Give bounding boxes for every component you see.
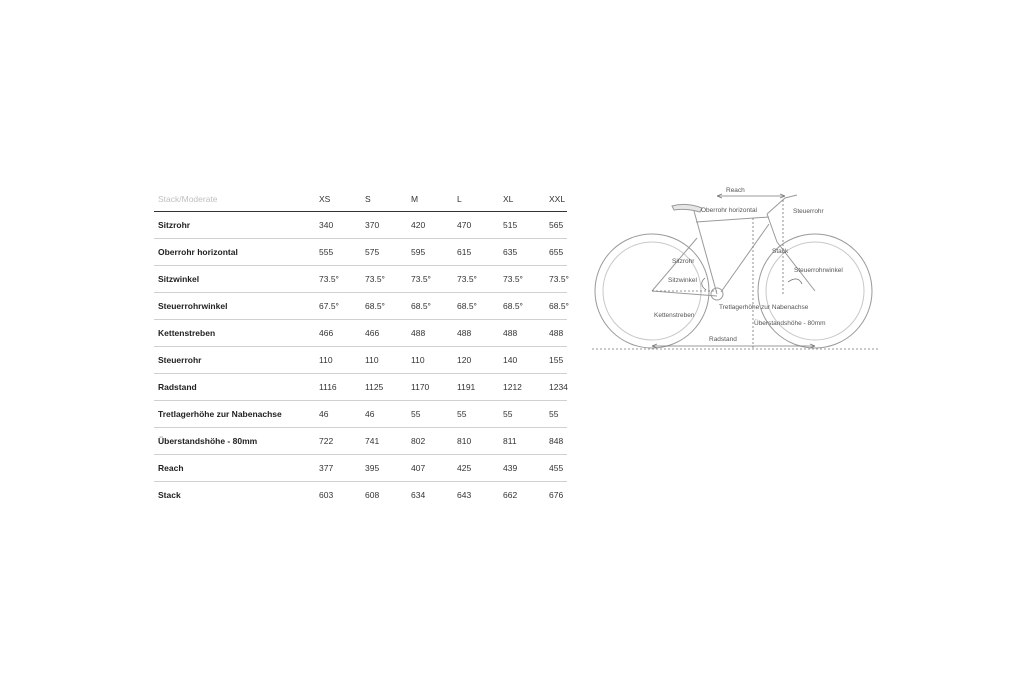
table-cell: 1170 (407, 374, 453, 401)
table-cell: 575 (361, 239, 407, 266)
row-label: Sitzwinkel (154, 266, 315, 293)
table-cell: 466 (361, 320, 407, 347)
table-cell: 425 (453, 455, 499, 482)
diagram-label-radstand: Radstand (709, 336, 737, 343)
table-cell: 68.5° (499, 293, 545, 320)
table-cell: 608 (365, 490, 380, 500)
size-header-xs: XS (315, 187, 361, 212)
size-header-s: S (361, 187, 407, 212)
row-label: Steuerrohr (154, 347, 315, 374)
table-cell: 555 (315, 239, 361, 266)
table-cell: 1191 (453, 374, 499, 401)
corner-label: Stack/Moderate (154, 187, 315, 212)
table-cell: 515 (499, 212, 545, 239)
table-cell: 811 (499, 428, 545, 455)
row-label: Reach (154, 455, 315, 482)
table-cell: 603 (319, 490, 334, 500)
row-label: Tretlagerhöhe zur Nabenachse (154, 401, 315, 428)
table-cell: 488 (499, 320, 545, 347)
table-cell: 407 (407, 455, 453, 482)
row-label: Stack (158, 490, 181, 500)
head-tube (767, 214, 777, 242)
table-row (154, 239, 567, 266)
table-cell: 676 (549, 490, 564, 500)
table-cell: 722 (315, 428, 361, 455)
table-row (154, 212, 567, 239)
row-label: Kettenstreben (154, 320, 315, 347)
table-cell: 488 (407, 320, 453, 347)
diagram-label-steuerrohrwinkel: Steuerrohrwinkel (794, 267, 843, 274)
chain-stay (652, 291, 717, 296)
table-cell: 140 (499, 347, 545, 374)
table-header-row (154, 187, 567, 212)
diagram-label-oberrohr: Oberrohr horizontal (701, 207, 757, 214)
row-label: Radstand (154, 374, 315, 401)
diagram-label-kettenstreben: Kettenstreben (654, 312, 695, 319)
table-cell: 488 (453, 320, 499, 347)
table-cell: 1125 (361, 374, 407, 401)
top-tube (696, 217, 769, 222)
table-cell: 68.5° (407, 293, 453, 320)
down-tube (721, 224, 769, 292)
diagram-label-reach: Reach (726, 187, 745, 194)
table-cell: 73.5° (453, 266, 499, 293)
table-cell: 68.5° (545, 293, 567, 320)
table-cell: 73.5° (499, 266, 545, 293)
table-cell: 455 (545, 455, 567, 482)
diagram-label-steuerrohr: Steuerrohr (793, 208, 824, 215)
diagram-label-sitzrohr: Sitzrohr (672, 258, 695, 265)
table-cell: 73.5° (315, 266, 361, 293)
table-row (154, 401, 567, 428)
table-cell: 1234 (545, 374, 567, 401)
diagram-label-sitzwinkel: Sitzwinkel (668, 277, 697, 284)
table-row (154, 266, 567, 293)
table-cell: 68.5° (453, 293, 499, 320)
size-header-l: L (453, 187, 499, 212)
table-cell: 565 (545, 212, 567, 239)
size-header-xl: XL (499, 187, 545, 212)
seat-angle-arc (702, 278, 706, 290)
table-cell: 110 (407, 347, 453, 374)
table-row (154, 482, 567, 509)
table-cell: 802 (407, 428, 453, 455)
diagram-label-stack: Stack (772, 248, 789, 255)
table-cell: 643 (457, 490, 472, 500)
table-cell: 68.5° (361, 293, 407, 320)
table-cell: 73.5° (545, 266, 567, 293)
table-cell: 848 (545, 428, 567, 455)
table-row (154, 320, 567, 347)
table-cell: 370 (361, 212, 407, 239)
geometry-table-body (154, 212, 567, 509)
table-row (154, 455, 567, 482)
row-label: Steuerrohrwinkel (154, 293, 315, 320)
table-cell: 655 (545, 239, 567, 266)
table-row (154, 293, 567, 320)
table-cell: 635 (499, 239, 545, 266)
table-cell: 55 (545, 401, 567, 428)
table-row (154, 374, 567, 401)
table-cell: 55 (499, 401, 545, 428)
table-row (154, 347, 567, 374)
table-cell: 110 (315, 347, 361, 374)
table-cell: 73.5° (407, 266, 453, 293)
table-cell: 810 (453, 428, 499, 455)
table-cell: 741 (361, 428, 407, 455)
table-cell: 439 (499, 455, 545, 482)
table-cell: 155 (545, 347, 567, 374)
table-cell: 466 (315, 320, 361, 347)
table-row (154, 428, 567, 455)
table-cell: 55 (453, 401, 499, 428)
table-cell: 420 (407, 212, 453, 239)
table-cell: 395 (361, 455, 407, 482)
table-cell: 488 (545, 320, 567, 347)
table-cell: 662 (503, 490, 518, 500)
table-cell: 46 (361, 401, 407, 428)
row-label: Oberrohr horizontal (154, 239, 315, 266)
table-cell: 46 (315, 401, 361, 428)
diagram-label-tretlager: Tretlagerhöhe zur Nabenachse (719, 304, 809, 311)
table-cell: 615 (453, 239, 499, 266)
table-cell: 634 (411, 490, 426, 500)
size-header-m: M (407, 187, 453, 212)
table-cell: 340 (315, 212, 361, 239)
row-label: Überstandshöhe - 80mm (154, 428, 315, 455)
table-cell: 1212 (499, 374, 545, 401)
geometry-table (154, 187, 567, 508)
table-cell: 120 (453, 347, 499, 374)
table-cell: 110 (361, 347, 407, 374)
seat-tube (694, 211, 717, 294)
table-cell: 377 (315, 455, 361, 482)
row-label: Sitzrohr (154, 212, 315, 239)
saddle (672, 204, 702, 212)
table-cell: 55 (407, 401, 453, 428)
table-cell: 470 (453, 212, 499, 239)
table-cell: 67.5° (315, 293, 361, 320)
table-cell: 73.5° (361, 266, 407, 293)
bike-geometry-diagram (590, 178, 880, 356)
table-cell: 595 (407, 239, 453, 266)
size-header-xxl: XXL (545, 187, 567, 212)
head-angle-arc (788, 279, 802, 284)
table-cell: 1116 (315, 374, 361, 401)
diagram-label-ueberstand: Überstandshöhe - 80mm (754, 320, 826, 327)
